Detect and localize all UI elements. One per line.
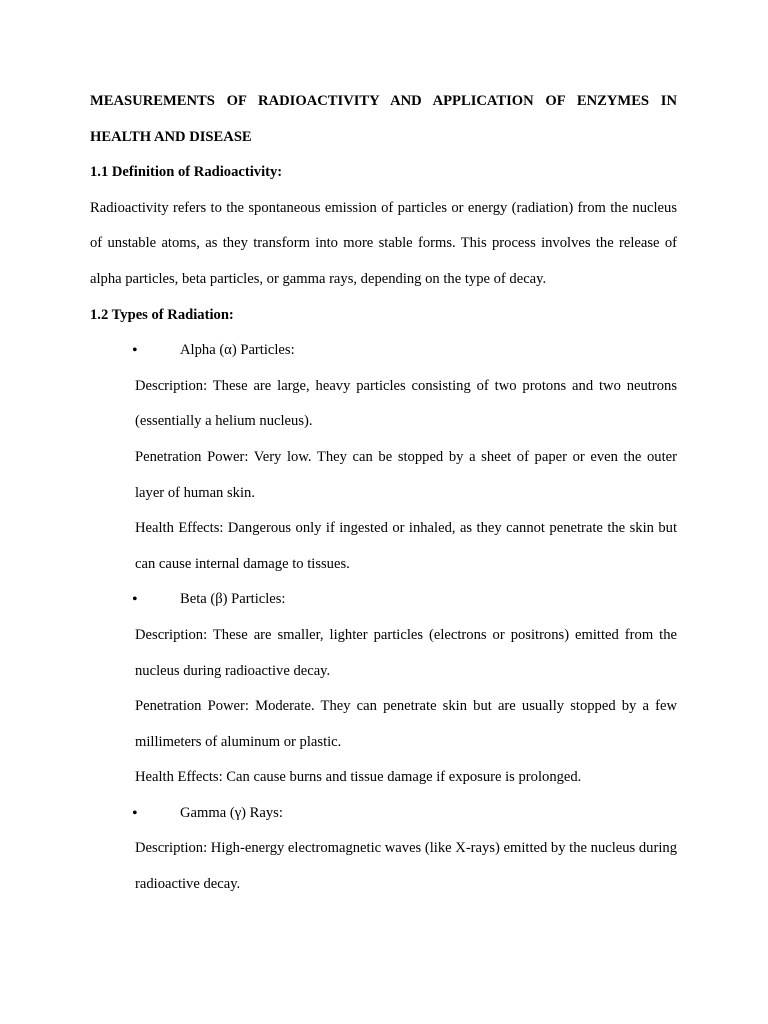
section-heading-types: 1.2 Types of Radiation: bbox=[90, 306, 234, 323]
list-item-alpha bbox=[132, 333, 677, 369]
gamma-description: Description: High-energy electromagnetic waves (like X-rays) emitted by the nucleus during radioactive decay. bbox=[135, 840, 677, 893]
paragraph-definition: Radioactivity refers to the spontaneous emission of particles or energy (radiation) from the nucleus of unstable atoms, as they transform into more stable forms. This process involves the release of alpha particles, beta particles, or gamma rays, depending on the type of decay. bbox=[90, 199, 677, 287]
list-item-gamma bbox=[132, 796, 677, 832]
alpha-penetration: Penetration Power: Very low. They can be stopped by a sheet of paper or even the outer layer of human skin. bbox=[135, 448, 677, 501]
section-heading-definition: 1.1 Definition of Radioactivity: bbox=[90, 164, 283, 181]
beta-health-effects: Health Effects: Can cause burns and tissue damage if exposure is prolonged. bbox=[135, 769, 582, 786]
alpha-description: Description: These are large, heavy particles consisting of two protons and two neutrons (essentially a helium nucleus). bbox=[135, 377, 677, 430]
document-content bbox=[90, 84, 677, 903]
list-item-label: Beta (β) Particles: bbox=[180, 591, 286, 608]
document-title: MEASUREMENTS OF RADIOACTIVITY AND APPLICATION OF ENZYMES IN HEALTH AND DISEASE bbox=[90, 93, 677, 145]
bullet-icon: • bbox=[132, 342, 138, 360]
bullet-icon: • bbox=[132, 804, 138, 822]
list-item-beta bbox=[132, 582, 677, 618]
list-item-label: Alpha (α) Particles: bbox=[180, 342, 295, 359]
bullet-icon: • bbox=[132, 591, 138, 609]
alpha-health-effects: Health Effects: Dangerous only if ingested or inhaled, as they cannot penetrate the skin but can cause internal damage to tissues. bbox=[135, 520, 677, 572]
beta-penetration: Penetration Power: Moderate. They can penetrate skin but are usually stopped by a few millimeters of aluminum or plastic. bbox=[135, 698, 677, 750]
beta-description: Description: These are smaller, lighter particles (electrons or positrons) emitted from the nucleus during radioactive decay. bbox=[135, 626, 677, 679]
list-item-label: Gamma (γ) Rays: bbox=[180, 804, 283, 821]
